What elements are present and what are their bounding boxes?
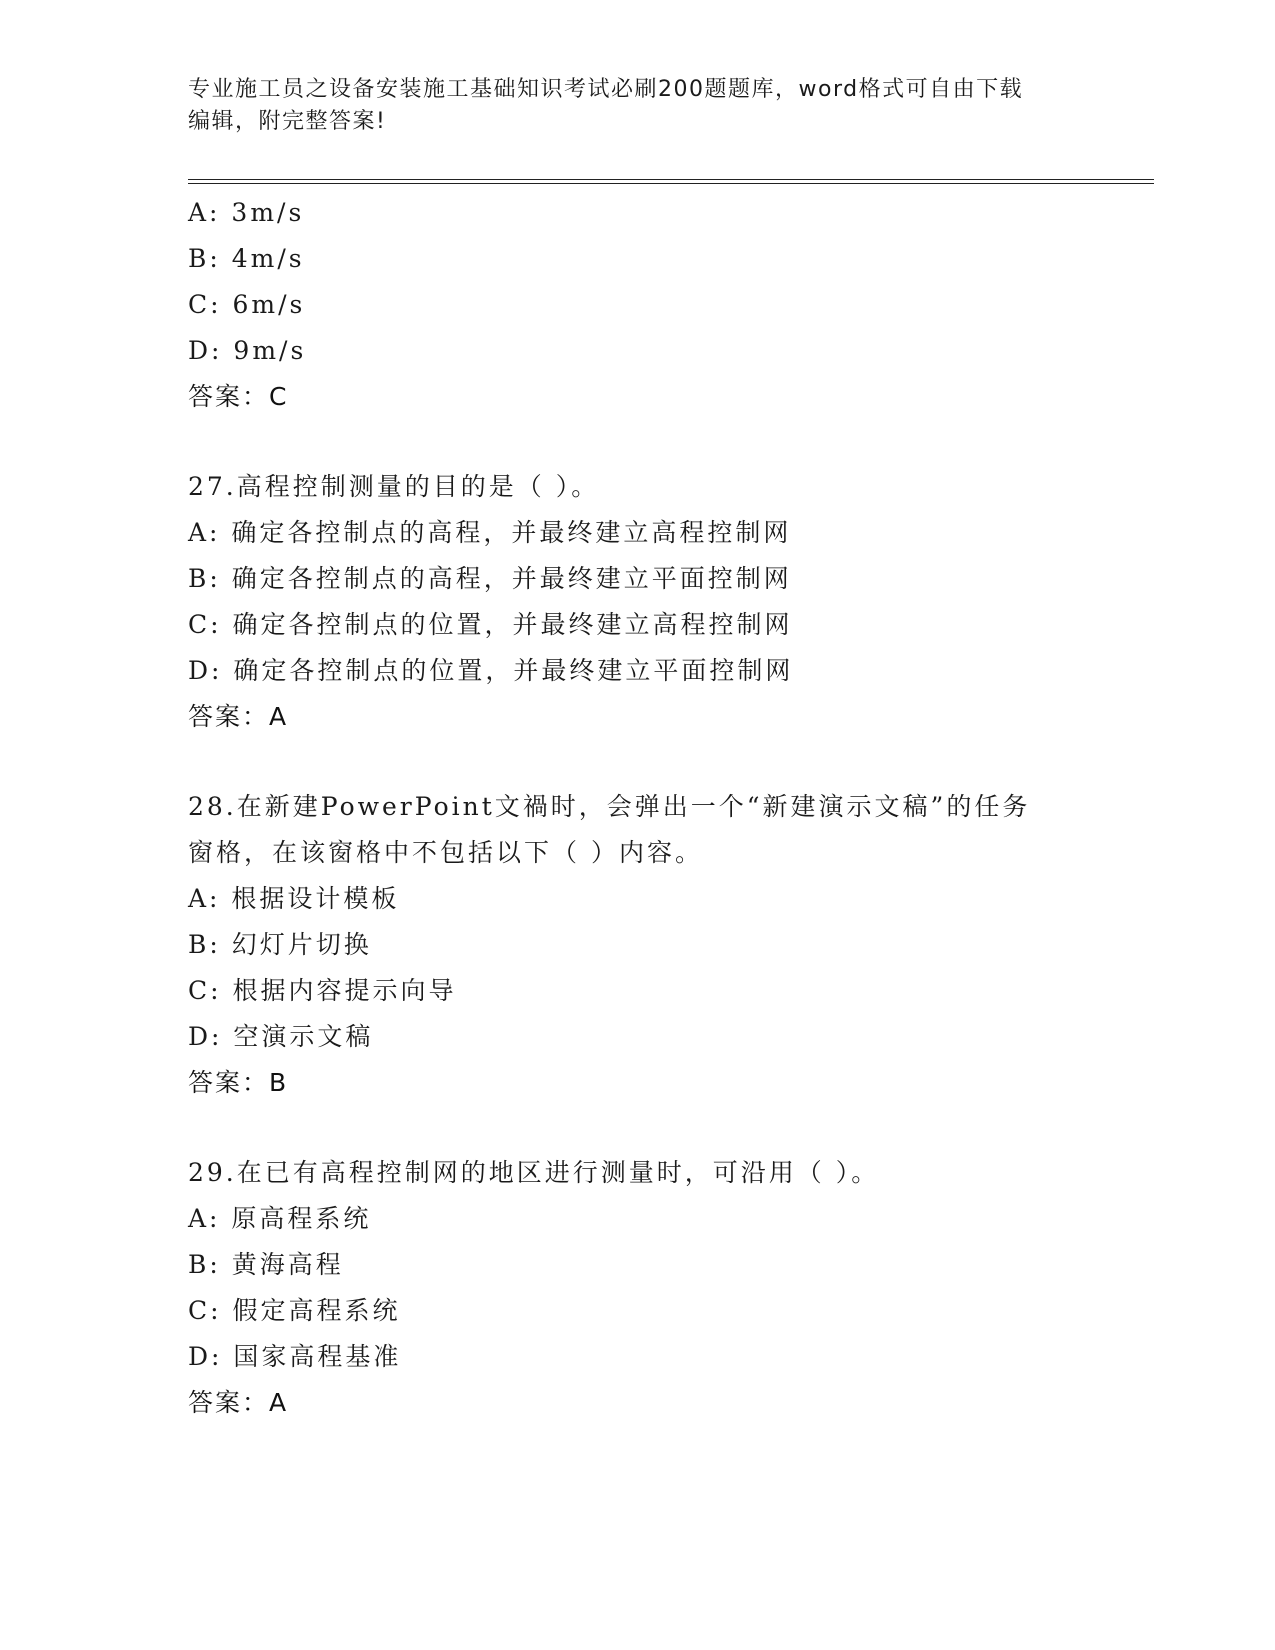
question-list	[188, 190, 1088, 1426]
option-d: D: 国家高程基准	[188, 1342, 402, 1371]
question-text: 27.高程控制测量的目的是（ ）。	[188, 472, 600, 501]
header-title-line-2: 编辑，附完整答案!	[188, 109, 387, 134]
answer-text: 答案：A	[188, 1388, 289, 1417]
header-divider-top	[188, 179, 1154, 180]
option-c: C: 6m/s	[188, 290, 306, 319]
option-c: C: 根据内容提示向导	[188, 976, 457, 1005]
option-d: D: 确定各控制点的位置，并最终建立平面控制网	[188, 656, 794, 685]
spacer	[188, 1106, 1088, 1150]
option-a: A: 原高程系统	[188, 1204, 372, 1233]
option-b: B: 确定各控制点的高程，并最终建立平面控制网	[188, 564, 792, 593]
question-text: 29.在已有高程控制网的地区进行测量时，可沿用（ ）。	[188, 1158, 880, 1187]
question-27	[188, 464, 1088, 740]
header-title-line-1: 专业施工员之设备安装施工基础知识考试必刷200题题库，word格式可自由下载	[188, 77, 1024, 102]
answer-text: 答案：B	[188, 1068, 289, 1097]
option-c: C: 确定各控制点的位置，并最终建立高程控制网	[188, 610, 793, 639]
spacer	[188, 420, 1088, 464]
option-a: A: 3m/s	[188, 198, 305, 227]
option-a: A: 根据设计模板	[188, 884, 400, 913]
question-28	[188, 784, 1088, 1106]
option-c: C: 假定高程系统	[188, 1296, 401, 1325]
option-b: B: 幻灯片切换	[188, 930, 372, 959]
question-26	[188, 190, 1088, 420]
spacer	[188, 740, 1088, 784]
option-d: D: 9m/s	[188, 336, 307, 365]
option-b: B: 4m/s	[188, 244, 305, 273]
document-header	[188, 74, 1068, 138]
header-divider-bottom	[188, 183, 1154, 184]
option-a: A: 确定各控制点的高程，并最终建立高程控制网	[188, 518, 792, 547]
question-text-line-1: 28.在新建PowerPoint文禍时，会弹出一个“新建演示文稿”的任务	[188, 792, 1031, 821]
question-text-line-2: 窗格，在该窗格中不包括以下（ ）内容。	[188, 838, 703, 867]
question-29	[188, 1150, 1088, 1426]
answer-text: 答案：A	[188, 702, 289, 731]
answer-text: 答案：C	[188, 382, 289, 411]
option-b: B: 黄海高程	[188, 1250, 344, 1279]
option-d: D: 空演示文稿	[188, 1022, 374, 1051]
